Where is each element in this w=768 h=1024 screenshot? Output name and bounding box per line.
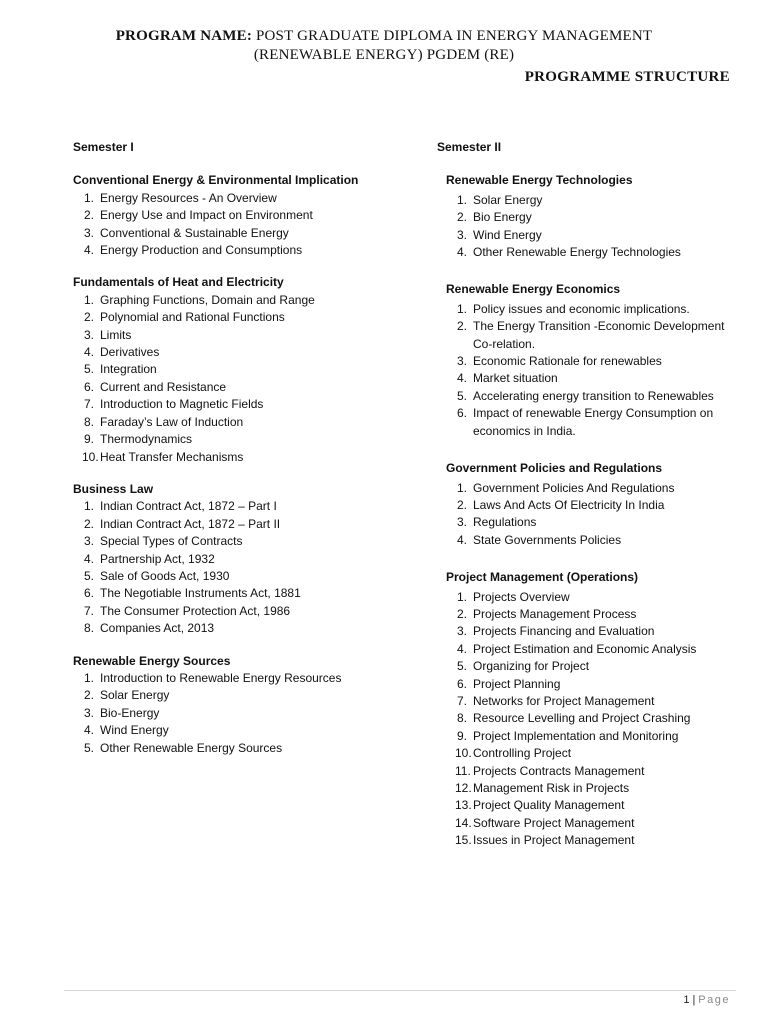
topic-text: Derivatives xyxy=(100,345,160,360)
topic-item xyxy=(446,370,737,387)
topic-text: Policy issues and economic implications. xyxy=(473,301,690,316)
topic-text: Polynomial and Rational Functions xyxy=(100,310,285,325)
topic-text: Partnership Act, 1932 xyxy=(100,551,215,566)
topic-list xyxy=(73,670,413,757)
topic-text: Project Quality Management xyxy=(473,798,625,813)
topic-number: 6. xyxy=(456,676,467,691)
topic-item xyxy=(73,603,413,620)
topic-number: 2. xyxy=(83,310,94,325)
topic-text: Faraday’s Law of Induction xyxy=(100,414,244,429)
topic-number: 5. xyxy=(83,568,94,583)
topic-text: The Energy Transition -Economic Development Co-relation. xyxy=(473,319,725,351)
topic-item xyxy=(446,815,737,832)
topic-number: 1. xyxy=(83,499,94,514)
page-separator: | xyxy=(692,994,696,1006)
topic-item xyxy=(446,728,737,745)
topic-text: Integration xyxy=(100,362,157,377)
topic-number: 9. xyxy=(83,432,94,447)
topic-item xyxy=(73,344,413,361)
topic-text: Other Renewable Energy Sources xyxy=(100,740,283,755)
topic-number: 2. xyxy=(456,210,467,225)
topic-list xyxy=(446,301,737,440)
topic-number: 3. xyxy=(83,534,94,549)
topic-number: 4. xyxy=(83,345,94,360)
topic-text: Solar Energy xyxy=(100,688,170,703)
topic-number: 2. xyxy=(83,208,94,223)
topic-number: 5. xyxy=(456,388,467,403)
topic-number: 2. xyxy=(83,516,94,531)
topic-text: Limits xyxy=(100,327,132,342)
topic-item xyxy=(73,396,413,413)
topic-list xyxy=(73,498,413,637)
topic-text: Regulations xyxy=(473,515,537,530)
topic-item xyxy=(446,532,737,549)
topic-text: Projects Financing and Evaluation xyxy=(473,624,655,639)
topic-item xyxy=(73,516,413,533)
topic-text: Energy Use and Impact on Environment xyxy=(100,208,313,223)
topic-text: Wind Energy xyxy=(473,227,542,242)
topic-item xyxy=(446,589,737,606)
topic-text: Energy Production and Consumptions xyxy=(100,243,303,258)
topic-text: Accelerating energy transition to Renewables xyxy=(473,388,714,403)
topic-text: Other Renewable Energy Technologies xyxy=(473,245,681,260)
topic-list xyxy=(446,480,737,550)
semester-2-column xyxy=(437,139,737,870)
topic-number: 8. xyxy=(456,711,467,726)
topic-text: Conventional & Sustainable Energy xyxy=(100,225,289,240)
topic-item xyxy=(446,832,737,849)
topic-text: Wind Energy xyxy=(100,723,169,738)
topic-item xyxy=(446,763,737,780)
topic-number: 4. xyxy=(456,532,467,547)
topic-item xyxy=(446,797,737,814)
course-title: Business Law xyxy=(73,481,154,496)
topic-number: 7. xyxy=(83,603,94,618)
course-title: Renewable Energy Sources xyxy=(73,653,231,668)
topic-text: The Consumer Protection Act, 1986 xyxy=(100,603,291,618)
topic-item xyxy=(73,225,413,242)
course-block xyxy=(446,460,737,549)
semester-title: Semester I xyxy=(73,140,134,154)
topic-text: Bio Energy xyxy=(473,210,532,225)
page-label: Page xyxy=(698,994,730,1006)
topic-number: 1. xyxy=(83,292,94,307)
footer-divider xyxy=(64,990,736,991)
program-name-line1 xyxy=(0,27,768,46)
topic-item xyxy=(446,301,737,318)
topic-item xyxy=(73,242,413,259)
topic-item xyxy=(446,745,737,762)
course-block xyxy=(73,172,413,259)
topic-item xyxy=(446,227,737,244)
topic-text: Laws And Acts Of Electricity In India xyxy=(473,497,665,512)
topic-item xyxy=(73,414,413,431)
topic-number: 1. xyxy=(83,190,94,205)
topic-item xyxy=(73,431,413,448)
topic-text: Indian Contract Act, 1872 – Part I xyxy=(100,499,277,514)
topic-item xyxy=(73,379,413,396)
topic-number: 4. xyxy=(83,551,94,566)
topic-text: Networks for Project Management xyxy=(473,693,655,708)
course-title: Conventional Energy & Environmental Implication xyxy=(73,173,359,188)
topic-item xyxy=(73,687,413,704)
topic-number: 6. xyxy=(83,586,94,601)
topic-item xyxy=(73,670,413,687)
topic-number: 1. xyxy=(456,192,467,207)
course-block xyxy=(73,481,413,638)
topic-number: 13. xyxy=(455,798,472,813)
topic-number: 10. xyxy=(82,449,99,464)
topic-item xyxy=(446,318,737,353)
topic-list xyxy=(446,589,737,850)
topic-item xyxy=(73,740,413,757)
topic-list xyxy=(73,190,413,260)
topic-item xyxy=(73,551,413,568)
topic-item xyxy=(446,192,737,209)
topic-number: 5. xyxy=(83,362,94,377)
topic-text: The Negotiable Instruments Act, 1881 xyxy=(100,586,301,601)
topic-number: 8. xyxy=(83,414,94,429)
course-block xyxy=(446,172,737,261)
topic-number: 4. xyxy=(83,723,94,738)
topic-text: State Governments Policies xyxy=(473,532,622,547)
topic-item xyxy=(73,190,413,207)
topic-text: Introduction to Renewable Energy Resources xyxy=(100,670,342,685)
course-block xyxy=(73,274,413,465)
topic-text: Project Planning xyxy=(473,676,561,691)
topic-item xyxy=(73,705,413,722)
course-title: Fundamentals of Heat and Electricity xyxy=(73,275,284,290)
course-block xyxy=(73,653,413,757)
topic-list xyxy=(446,192,737,262)
topic-text: Projects Contracts Management xyxy=(473,763,645,778)
page-footer xyxy=(683,994,730,1006)
topic-text: Solar Energy xyxy=(473,192,543,207)
topic-item xyxy=(446,623,737,640)
topic-text: Sale of Goods Act, 1930 xyxy=(100,568,230,583)
topic-text: Energy Resources - An Overview xyxy=(100,190,277,205)
topic-number: 4. xyxy=(456,371,467,386)
topic-number: 6. xyxy=(456,406,467,421)
topic-text: Current and Resistance xyxy=(100,379,227,394)
topic-number: 8. xyxy=(83,621,94,636)
topic-item xyxy=(446,480,737,497)
topic-text: Issues in Project Management xyxy=(473,833,635,848)
topic-text: Project Estimation and Economic Analysis xyxy=(473,641,697,656)
course-title: Renewable Energy Economics xyxy=(446,282,621,297)
topic-text: Market situation xyxy=(473,371,558,386)
topic-item xyxy=(446,405,737,440)
topic-number: 9. xyxy=(456,728,467,743)
topic-item xyxy=(73,585,413,602)
topic-text: Project Implementation and Monitoring xyxy=(473,728,679,743)
program-name-line2: (RENEWABLE ENERGY) PGDEM (RE) xyxy=(253,47,515,63)
topic-item xyxy=(73,568,413,585)
topic-number: 1. xyxy=(456,301,467,316)
topic-number: 7. xyxy=(456,693,467,708)
course-title: Renewable Energy Technologies xyxy=(446,173,633,188)
topic-text: Resource Levelling and Project Crashing xyxy=(473,711,691,726)
topic-item xyxy=(73,620,413,637)
topic-number: 2. xyxy=(456,319,467,334)
topic-item xyxy=(446,606,737,623)
topic-number: 3. xyxy=(456,515,467,530)
topic-number: 1. xyxy=(83,670,94,685)
topic-number: 7. xyxy=(83,397,94,412)
topic-item xyxy=(446,676,737,693)
topic-text: Companies Act, 2013 xyxy=(100,621,215,636)
topic-number: 1. xyxy=(456,589,467,604)
topic-text: Management Risk in Projects xyxy=(473,781,630,795)
topic-number: 5. xyxy=(83,740,94,755)
topic-item xyxy=(73,533,413,550)
semester-1-column xyxy=(73,139,413,772)
topic-number: 10. xyxy=(455,746,472,761)
topic-item xyxy=(446,641,737,658)
topic-item xyxy=(446,497,737,514)
topic-number: 5. xyxy=(456,659,467,674)
topic-number: 3. xyxy=(456,624,467,639)
topic-item xyxy=(73,722,413,739)
topic-item xyxy=(446,514,737,531)
topic-number: 2. xyxy=(456,497,467,512)
topic-number: 4. xyxy=(456,245,467,260)
topic-item xyxy=(446,693,737,710)
topic-number: 15. xyxy=(455,833,472,848)
topic-text: Thermodynamics xyxy=(100,432,193,447)
topic-text: Projects Overview xyxy=(473,589,570,604)
topic-item xyxy=(73,498,413,515)
programme-structure-title: PROGRAMME STRUCTURE xyxy=(524,69,730,85)
topic-text: Bio-Energy xyxy=(100,705,160,720)
topic-item xyxy=(446,388,737,405)
topic-text: Government Policies And Regulations xyxy=(473,480,675,495)
topic-number: 3. xyxy=(83,327,94,342)
topic-item xyxy=(446,209,737,226)
topic-number: 1. xyxy=(456,480,467,495)
page-number: 1 xyxy=(683,994,690,1006)
course-title: Government Policies and Regulations xyxy=(446,461,663,476)
topic-item xyxy=(73,449,413,466)
topic-number: 3. xyxy=(456,354,467,369)
topic-number: 2. xyxy=(83,688,94,703)
topic-text: Graphing Functions, Domain and Range xyxy=(100,292,315,307)
topic-item xyxy=(446,780,737,797)
topic-number: 2. xyxy=(456,606,467,621)
document-header xyxy=(0,27,768,65)
program-name-text: POST GRADUATE DIPLOMA IN ENERGY MANAGEMENT xyxy=(255,28,653,44)
topic-number: 11. xyxy=(455,763,471,778)
topic-item xyxy=(446,244,737,261)
topic-number: 3. xyxy=(456,227,467,242)
topic-text: Projects Management Process xyxy=(473,606,637,621)
topic-text: Special Types of Contracts xyxy=(100,534,243,549)
topic-item xyxy=(73,292,413,309)
topic-item xyxy=(73,207,413,224)
topic-number: 3. xyxy=(83,225,94,240)
topic-text: Controlling Project xyxy=(473,746,572,761)
topic-item xyxy=(73,361,413,378)
topic-text: Economic Rationale for renewables xyxy=(473,354,662,369)
topic-list xyxy=(73,292,413,466)
topic-text: Introduction to Magnetic Fields xyxy=(100,397,264,412)
topic-item xyxy=(446,710,737,727)
topic-number: 4. xyxy=(83,243,94,258)
topic-item xyxy=(73,327,413,344)
topic-number: 6. xyxy=(83,379,94,394)
program-label: PROGRAM NAME: xyxy=(115,28,253,44)
semester-title: Semester II xyxy=(437,140,502,154)
course-block xyxy=(446,281,737,440)
topic-text: Indian Contract Act, 1872 – Part II xyxy=(100,516,281,531)
topic-text: Impact of renewable Energy Consumption on economics in India. xyxy=(473,406,714,438)
topic-number: 3. xyxy=(83,705,94,720)
topic-item xyxy=(446,658,737,675)
topic-number: 14. xyxy=(455,815,472,830)
topic-number: 4. xyxy=(456,641,467,656)
topic-text: Heat Transfer Mechanisms xyxy=(100,449,244,464)
course-title: Project Management (Operations) xyxy=(446,570,639,585)
topic-item xyxy=(446,353,737,370)
topic-text: Organizing for Project xyxy=(473,659,590,674)
course-block xyxy=(446,569,737,850)
topic-item xyxy=(73,309,413,326)
topic-number: 12. xyxy=(455,781,472,795)
topic-text: Software Project Management xyxy=(473,815,635,830)
